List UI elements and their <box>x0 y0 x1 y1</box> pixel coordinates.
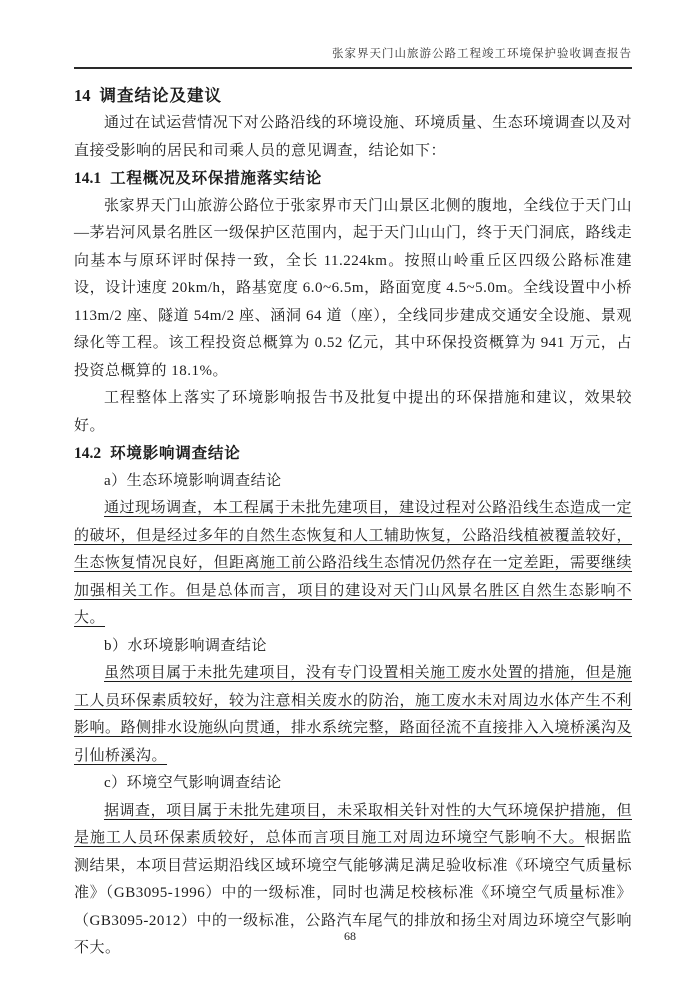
item-b-label: b）水环境影响调查结论 <box>104 637 268 654</box>
page-number: 68 <box>344 929 356 943</box>
item-a-paragraph <box>74 495 632 633</box>
item-b-text: 虽然项目属于未批先建项目，没有专门设置相关施工废水处置的措施，但是施工人员环保素质较好，较为注意相关废水的防治，施工废水未对周边水体产生不利影响。路侧排水设施纵向贯通，排水系统完整，路面径流不直接排入入境桥溪沟及引仙桥溪沟。 <box>74 665 633 764</box>
item-c-text-rest: 根据监测结果，本项目营运期沿线区域环境空气能够满足满足验收标准《环境空气质量标准》（GB3095-1996）中的一级标准，同时也满足校核标准《环境空气质量标准》（GB3095-2012）中的一级标准，公路汽车尾气的排放和扬尘对周边环境空气影响不大。 <box>74 830 633 956</box>
section-14-1-title: 工程概况及环保措施落实结论 <box>110 170 323 187</box>
item-c-text-underlined: 据调查，项目属于未批先建项目，未采取相关针对性的大气环境保护措施，但是施工人员环保素质较好，总体而言项目施工对周边环境空气影响不大。 <box>74 802 632 846</box>
running-header <box>74 46 632 69</box>
item-a-text: 通过现场调查，本工程属于未批先建项目，建设过程对公路沿线生态造成一定的破坏，但是经过多年的自然生态恢复和人工辅助恢复，公路沿线植被覆盖较好，生态恢复情况良好，但距离施工前公路沿线生态情况仍然存在一定差距，需要继续加强相关工作。但是总体而言，项目的建设对天门山风景名胜区自然生态影响不大。 <box>74 500 633 626</box>
item-c-label: c）环境空气影响调查结论 <box>104 775 282 791</box>
section-14-1-heading <box>74 165 632 193</box>
page-content <box>74 82 632 963</box>
section-14-heading <box>74 82 632 110</box>
item-b-paragraph <box>74 660 632 770</box>
section-14-number: 14 <box>74 86 91 105</box>
section-14-2-heading <box>74 440 632 468</box>
section-14-2-number: 14.2 <box>74 445 102 462</box>
item-a-label: a）生态环境影响调查结论 <box>104 472 282 489</box>
page-footer <box>0 929 700 944</box>
section-14-title: 调查结论及建议 <box>99 86 222 105</box>
section-14-intro: 通过在试运营情况下对公路沿线的环境设施、环境质量、生态环境调查以及对直接受影响的居民和司乘人员的意见调查，结论如下： <box>74 115 632 159</box>
section-14-1-para-1: 张家界天门山旅游公路位于张家界市天门山景区北侧的腹地，全线位于天门山—茅岩河风景名胜区一级保护区范围内，起于天门山山门，终于天门洞底，路线走向基本与原环评时保持一致，全长 11.224km。按照山岭重丘区四级公路标准建设，设计速度 20km/h，路基宽度 6.0~6.5m，路面宽度 4.5~5.0m。全线设置中小桥 113m/2 座、隧道 54m/2 座、涵洞 64 道（座），全线同步建成交通安全设施、景观绿化等工程。该工程投资总概算为 0.52 亿元，其中环保投资概算为 941 万元，占投资总概算的 18.1%。 <box>74 197 633 379</box>
running-title: 张家界天门山旅游公路工程竣工环境保护验收调查报告 <box>332 48 632 60</box>
section-14-1-para-2: 工程整体上落实了环境影响报告书及批复中提出的环保措施和建议，效果较好。 <box>74 390 632 434</box>
section-14-1-number: 14.1 <box>74 170 102 187</box>
section-14-2-title: 环境影响调查结论 <box>110 445 241 462</box>
